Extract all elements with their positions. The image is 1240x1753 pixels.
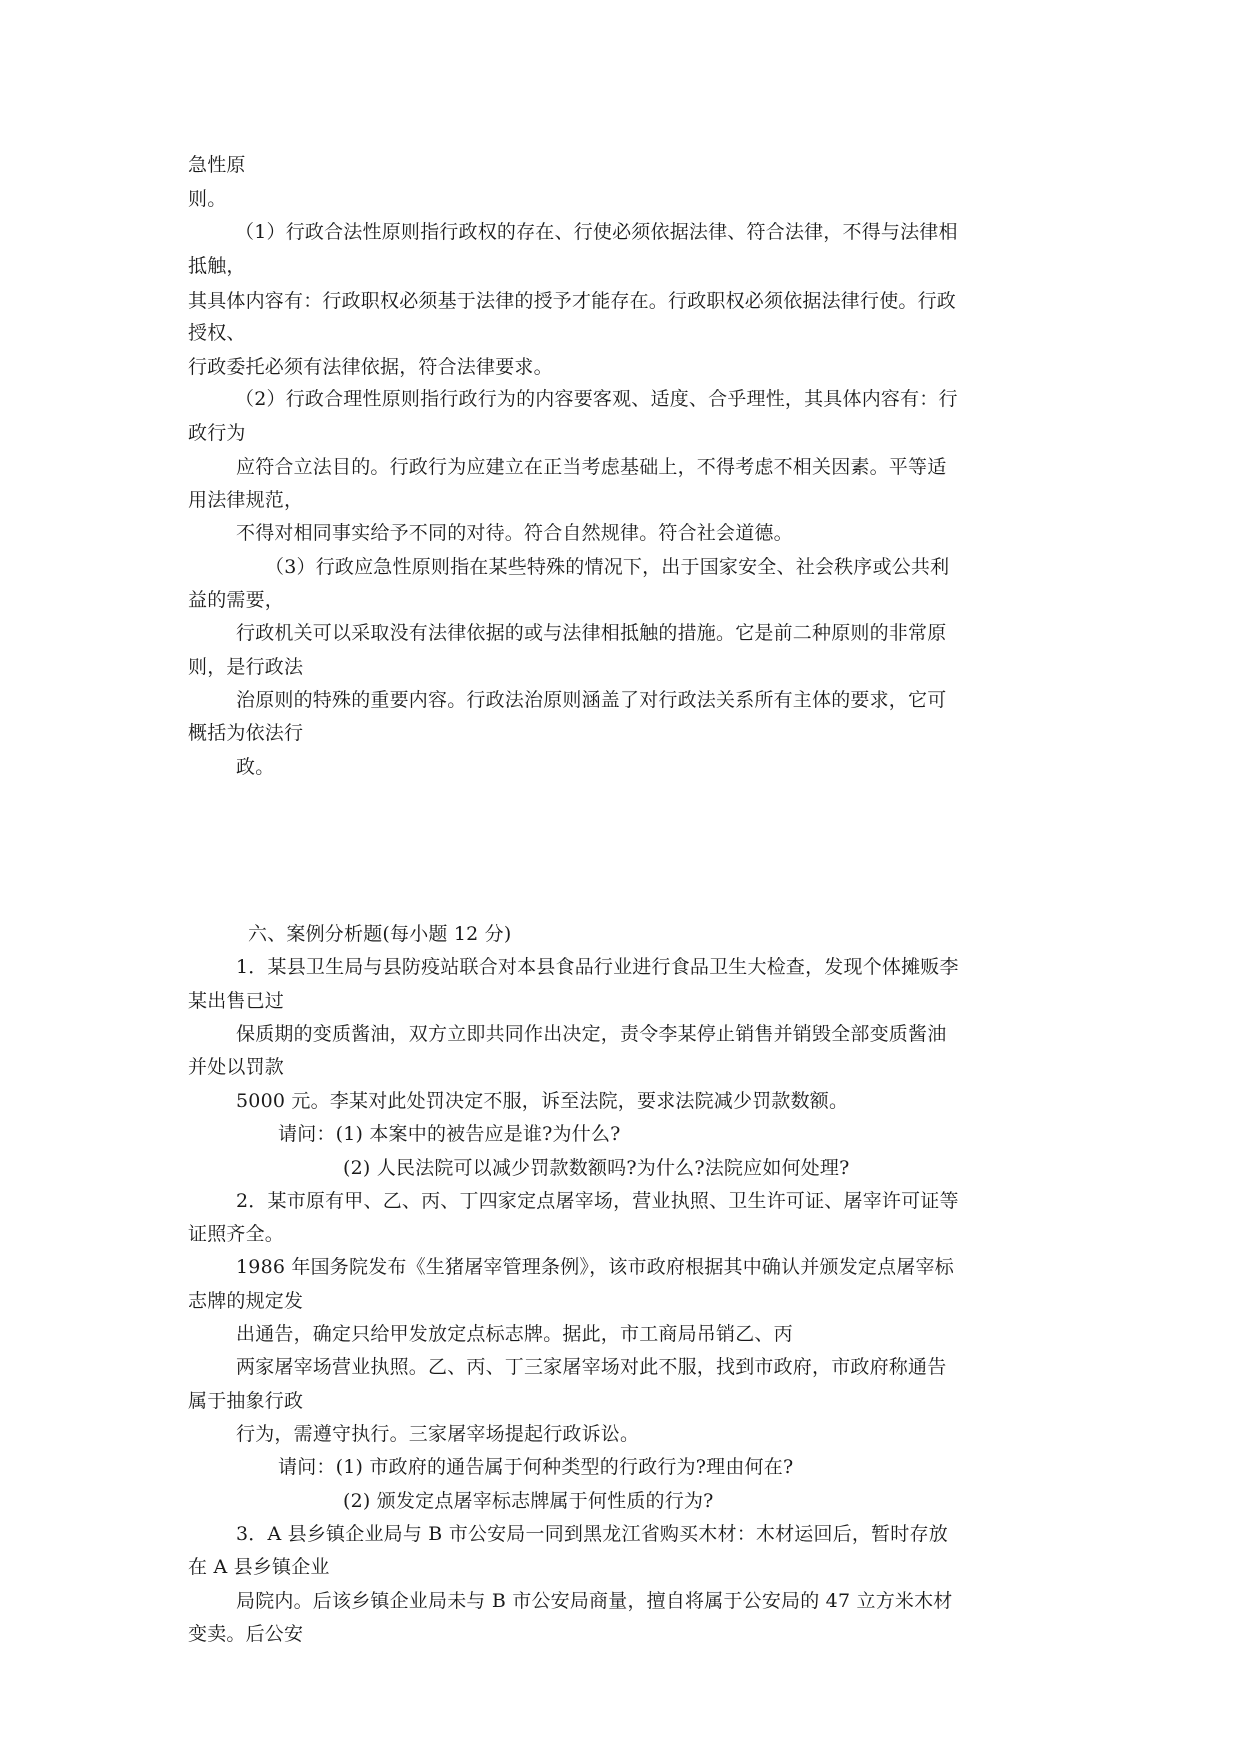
case-1-text: 1．某县卫生局与县防疫站联合对本县食品行业进行食品卫生大检查，发现个体摊贩李 bbox=[236, 956, 959, 978]
case-text-line: 1986 年国务院发布《生猪屠宰管理条例》，该市政府根据其中确认并颁发定点屠宰标 bbox=[236, 1256, 954, 1278]
answer-text-line: 政。 bbox=[236, 756, 275, 778]
answer-text-line: 急性原 bbox=[188, 154, 246, 176]
case-question: (2) 颁发定点屠宰标志牌属于何性质的行为? bbox=[343, 1490, 714, 1512]
case-text-line: 行为，需遵守执行。三家屠宰场提起行政诉讼。 bbox=[236, 1423, 640, 1445]
answer-text-line: 其具体内容有：行政职权必须基于法律的授予才能存在。行政职权必须依据法律行使。行政 bbox=[188, 290, 957, 312]
case-text-line: 属于抽象行政 bbox=[188, 1390, 304, 1412]
answer-text-line: 行政委托必须有法律依据，符合法律要求。 bbox=[188, 356, 553, 378]
answer-text-line: 应符合立法目的。行政行为应建立在正当考虑基础上，不得考虑不相关因素。平等适 bbox=[236, 456, 947, 478]
answer-text-line: 治原则的特殊的重要内容。行政法治原则涵盖了对行政法关系所有主体的要求，它可 bbox=[236, 689, 947, 711]
case-text-line: 5000 元。李某对此处罚决定不服，诉至法院，要求法院减少罚款数额。 bbox=[236, 1090, 849, 1112]
answer-text-line: 抵触， bbox=[188, 255, 246, 277]
answer-paragraph-3: （3）行政应急性原则指在某些特殊的情况下，出于国家安全、社会秩序或公共利 bbox=[265, 556, 950, 578]
answer-text-line: 政行为 bbox=[188, 422, 246, 444]
answer-text-line: 则，是行政法 bbox=[188, 656, 304, 678]
answer-text-line: 概括为依法行 bbox=[188, 722, 304, 744]
case-3-text: 3．A 县乡镇企业局与 B 市公安局一同到黑龙江省购买木材：木材运回后，暂时存放 bbox=[236, 1523, 948, 1545]
answer-paragraph-2: （2）行政合理性原则指行政行为的内容要客观、适度、合乎理性，其具体内容有：行 bbox=[235, 388, 958, 410]
case-text-line: 变卖。后公安 bbox=[188, 1623, 304, 1645]
case-question: 请问：(1) 市政府的通告属于何种类型的行政行为?理由何在? bbox=[278, 1456, 794, 1478]
case-text-line: 并处以罚款 bbox=[188, 1056, 285, 1078]
case-2-text: 2．某市原有甲、乙、丙、丁四家定点屠宰场，营业执照、卫生许可证、屠宰许可证等 bbox=[236, 1190, 959, 1212]
answer-text-line: 用法律规范， bbox=[188, 489, 304, 511]
case-text-line: 证照齐全。 bbox=[188, 1223, 285, 1245]
case-text-line: 保质期的变质酱油，双方立即共同作出决定，责令李某停止销售并销毁全部变质酱油 bbox=[236, 1023, 947, 1045]
answer-paragraph-1: （1）行政合法性原则指行政权的存在、行使必须依据法律、符合法律，不得与法律相 bbox=[235, 221, 958, 243]
case-question: 请问：(1) 本案中的被告应是谁?为什么? bbox=[278, 1123, 621, 1145]
answer-text-line: 益的需要， bbox=[188, 589, 285, 611]
answer-text-line: 不得对相同事实给予不同的对待。符合自然规律。符合社会道德。 bbox=[236, 522, 793, 544]
case-text-line: 某出售已过 bbox=[188, 990, 285, 1012]
section-heading: 六、案例分析题(每小题 12 分) bbox=[248, 923, 512, 945]
case-text-line: 两家屠宰场营业执照。乙、丙、丁三家屠宰场对此不服，找到市政府，市政府称通告 bbox=[236, 1356, 947, 1378]
case-text-line: 局院内。后该乡镇企业局未与 B 市公安局商量，擅自将属于公安局的 47 立方米木材 bbox=[236, 1590, 953, 1612]
case-question: (2) 人民法院可以减少罚款数额吗?为什么?法院应如何处理? bbox=[343, 1157, 850, 1179]
case-text-line: 出通告，确定只给甲发放定点标志牌。据此，市工商局吊销乙、丙 bbox=[236, 1323, 793, 1345]
answer-text-line: 行政机关可以采取没有法律依据的或与法律相抵触的措施。它是前二种原则的非常原 bbox=[236, 622, 947, 644]
answer-text-line: 则。 bbox=[188, 188, 227, 210]
case-text-line: 志牌的规定发 bbox=[188, 1290, 304, 1312]
answer-text-line: 授权、 bbox=[188, 322, 246, 344]
case-text-line: 在 A 县乡镇企业 bbox=[188, 1556, 330, 1578]
